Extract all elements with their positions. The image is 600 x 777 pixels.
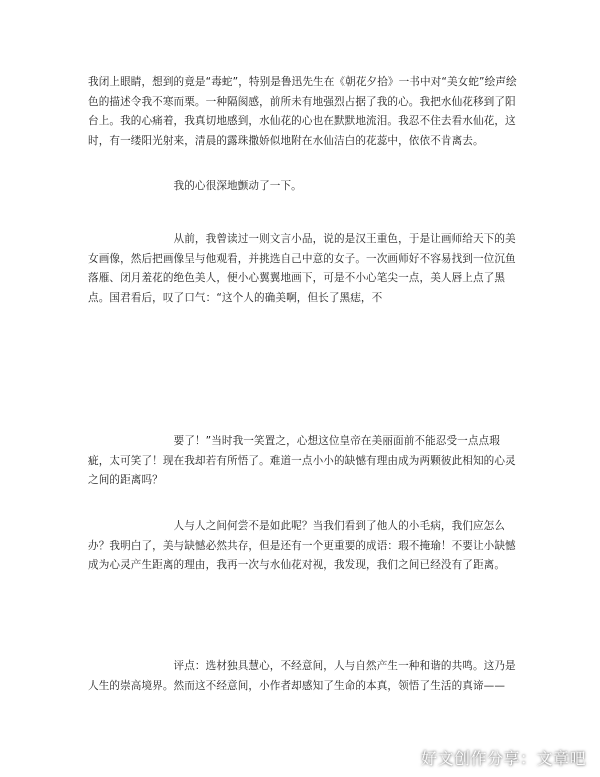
paragraph-5: 人与人之间何尝不是如此呢？当我们看到了他人的小毛病，我们应怎么办？我明白了，美与缺憾必然共存，但是还有一个更重要的成语：瑕不掩瑜！不要让小缺憾成为心灵产生距离的理由，我再一次与水仙花对视，我发现，我们之间已经没有了距离。 <box>88 520 516 571</box>
paragraph-6-commentary: 评点：选材独具慧心，不经意间，人与自然产生一种和谐的共鸣。这乃是人生的崇高境界。然而这不经意间，小作者却感知了生命的本真，领悟了生活的真谛—— <box>88 660 516 692</box>
paragraph-1: 我闭上眼睛，想到的竟是“毒蛇”，特别是鲁迅先生在《朝花夕拾》一书中对“美女蛇”绘声绘色的描述令我不寒而栗。一种隔阂感，前所未有地强烈占据了我的心。我把水仙花移到了阳台上。我的心痛着，我真切地感到，水仙花的心也在默默地流泪。我忍不住去看水仙花，这时，有一缕阳光射来，清晨的露珠撒娇似地附在水仙洁白的花蕊中，依依不肯离去。 <box>88 76 517 147</box>
paragraph-3: 从前，我曾读过一则文言小品，说的是汉王重色，于是让画师给天下的美女画像，然后把画像呈与他观看，并挑选自己中意的女子。一次画师好不容易找到一位沉鱼落雁、闭月羞花的绝色美人，便小心翼翼地画下，可是不小心笔尖一点，美人唇上点了黑点。国君看后，叹了口气：“这个人的确美啊，但长了黑痣，不 <box>88 233 516 304</box>
paragraph-2: 我的心很深地颤动了一下。 <box>88 180 302 192</box>
source-watermark: 好文创作分享：文章吧 <box>420 749 586 768</box>
paragraph-4: 要了！”当时我一笑置之，心想这位皇帝在美丽面前不能忍受一点点瑕疵，太可笑了！现在我却若有所悟了。难道一点小小的缺憾有理由成为两颗彼此相知的心灵之间的距离吗？ <box>88 435 516 486</box>
